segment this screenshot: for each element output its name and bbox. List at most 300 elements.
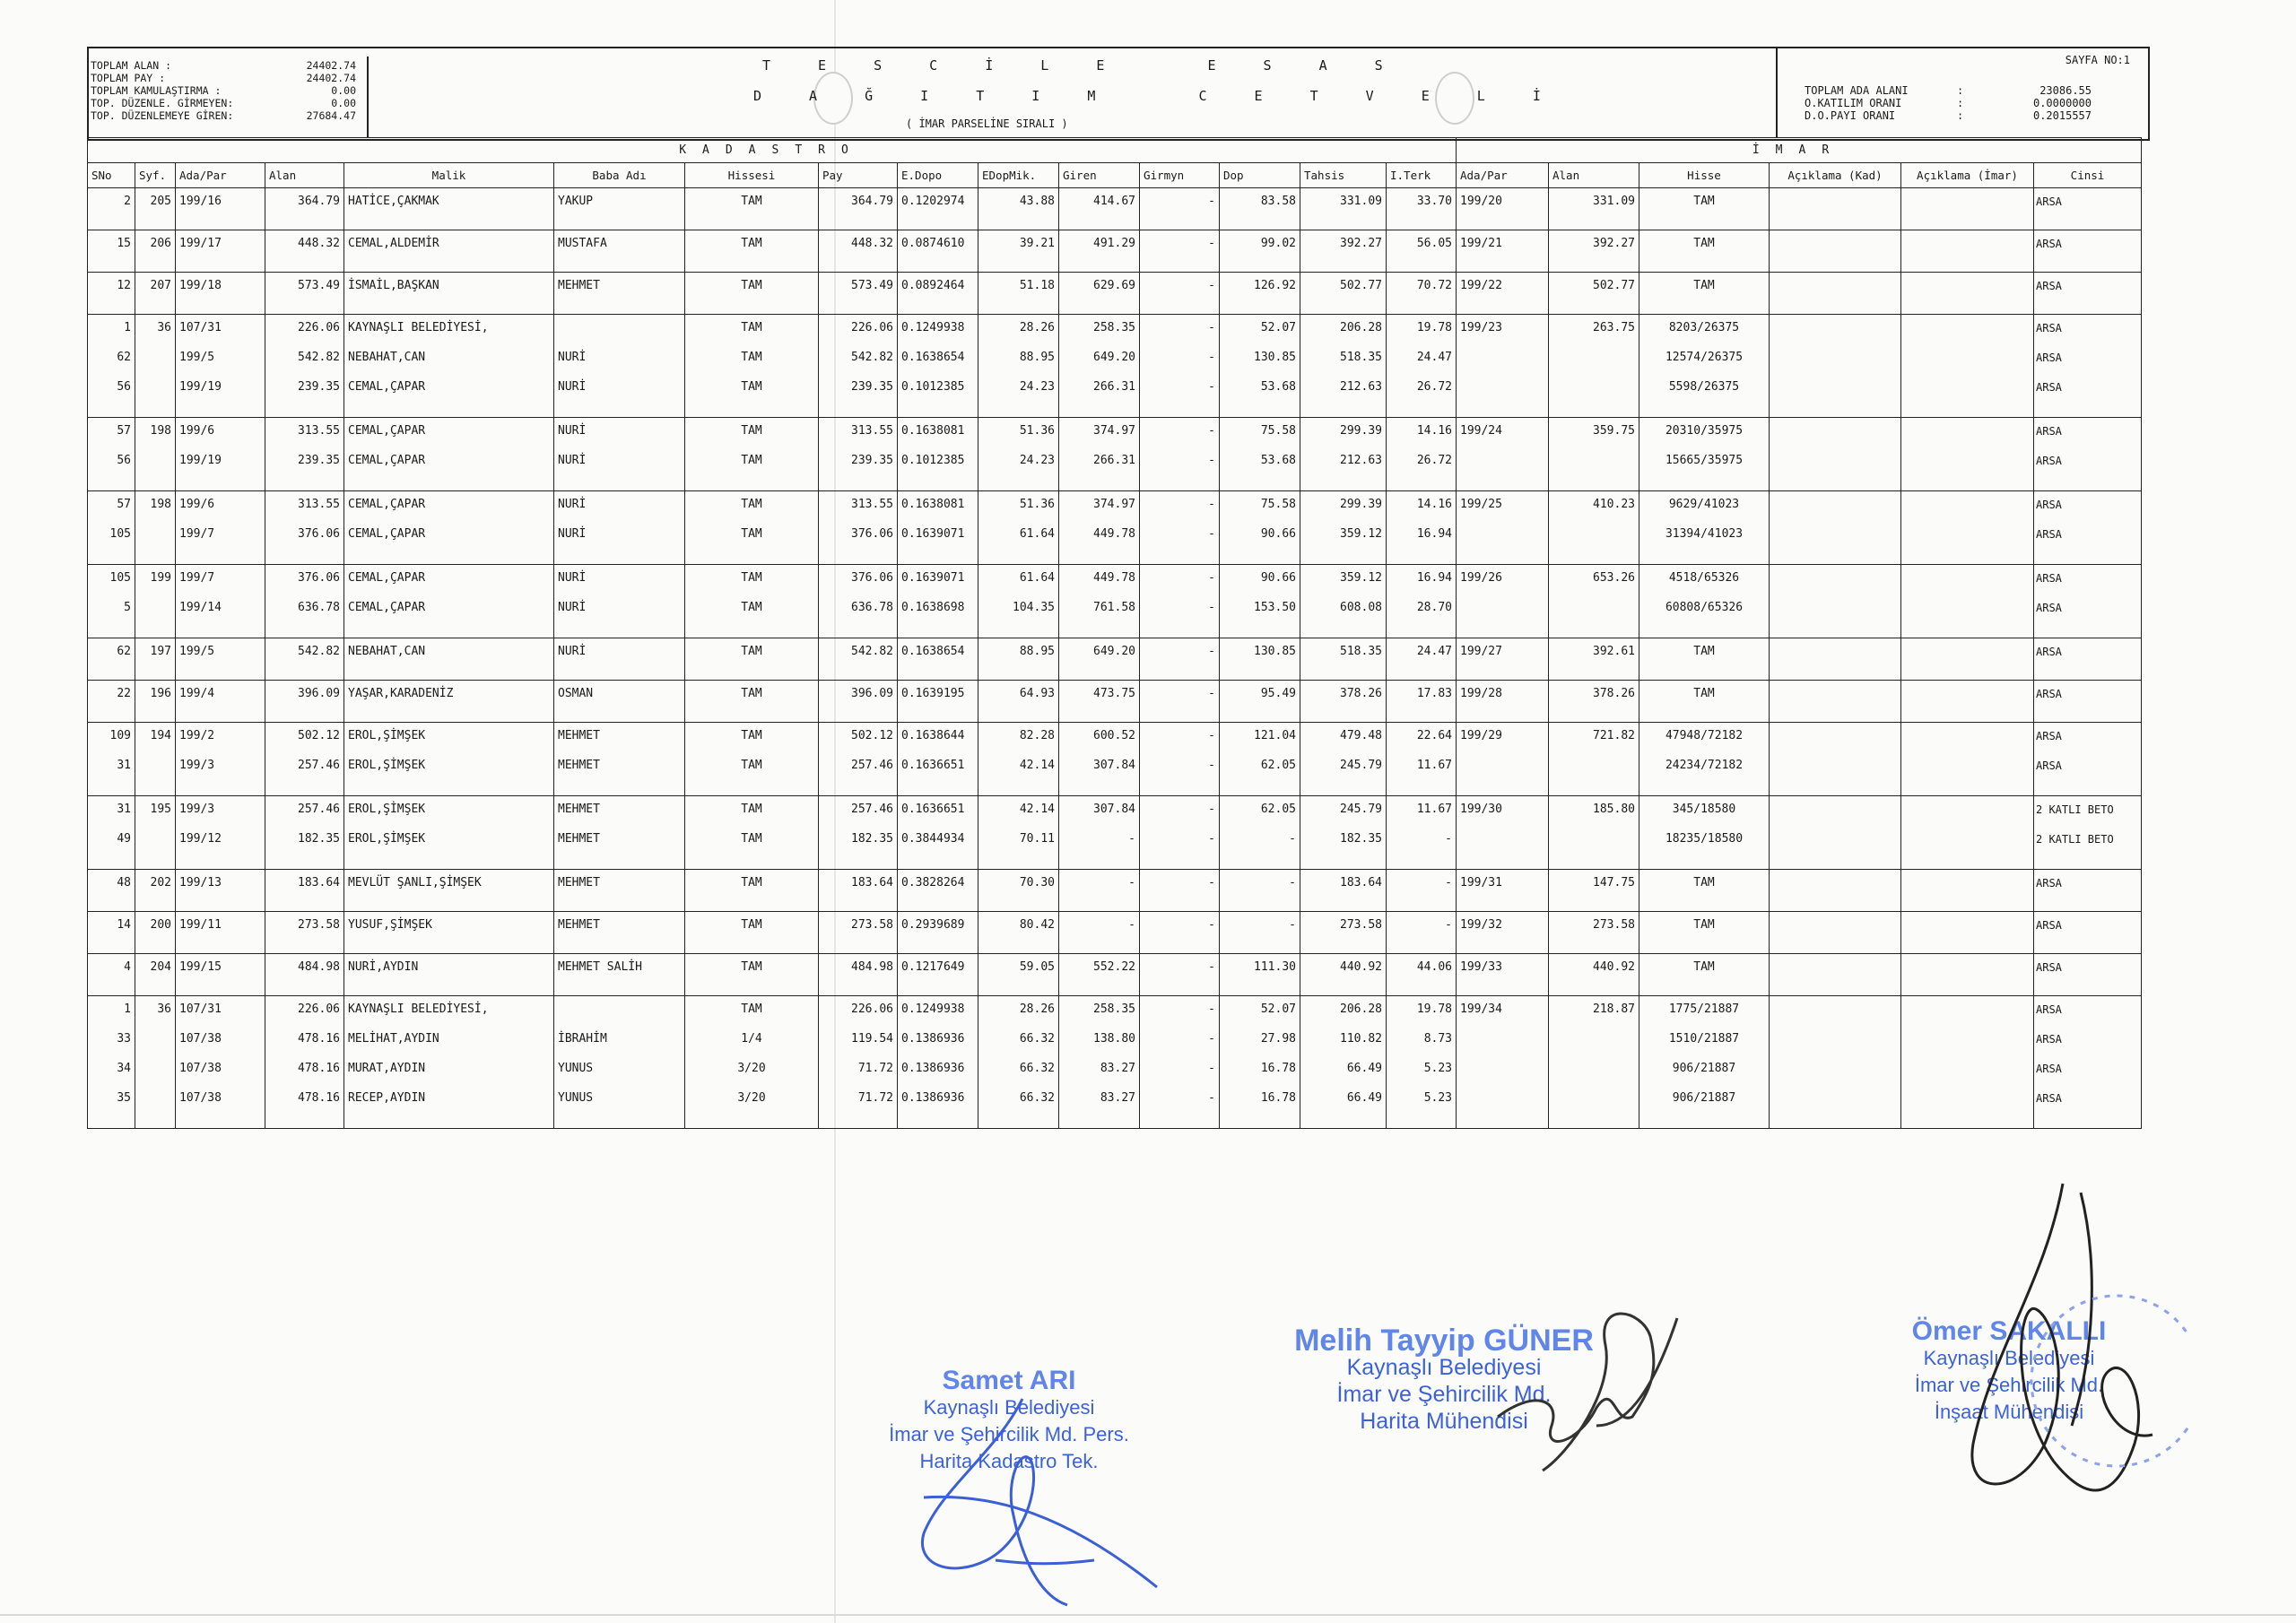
cell-value: 440.92 bbox=[1340, 960, 1382, 974]
cell-value: 1/4 bbox=[741, 1032, 762, 1046]
cell-value: 542.82 bbox=[851, 645, 893, 658]
cell-value: 206.28 bbox=[1340, 321, 1382, 334]
cell-girmyn bbox=[1140, 230, 1220, 273]
summary-row bbox=[91, 72, 367, 84]
cell-value: - bbox=[1208, 803, 1215, 816]
cell-value: 110.82 bbox=[1340, 1032, 1382, 1046]
cell-imar-hisse bbox=[1639, 796, 1770, 870]
cell-value: 28.70 bbox=[1416, 601, 1452, 614]
cell-value: MEHMET bbox=[558, 279, 600, 292]
signer-name: Ömer SAKALLI bbox=[1911, 1316, 2107, 1346]
cell-value: 8.73 bbox=[1423, 1032, 1452, 1046]
cell-cinsi bbox=[2034, 315, 2142, 418]
cell-baba-adi bbox=[554, 315, 685, 418]
summary-row bbox=[91, 84, 367, 97]
cell-value: 478.16 bbox=[298, 1062, 340, 1075]
cell-edopmik bbox=[978, 188, 1059, 230]
cell-girmyn bbox=[1140, 418, 1220, 491]
cell-imar-alan bbox=[1549, 681, 1639, 723]
cell-value: TAM bbox=[741, 321, 762, 334]
cell-value: 11.67 bbox=[1416, 803, 1452, 816]
cell-aciklama-kad bbox=[1770, 638, 1901, 681]
cell-tahsis bbox=[1300, 912, 1387, 954]
cell-value: 199/4 bbox=[179, 687, 215, 700]
cell-value: 14 bbox=[117, 918, 131, 932]
cell-value: 185.80 bbox=[1593, 803, 1635, 816]
cell-tahsis bbox=[1300, 954, 1387, 996]
document-title: T E S C İ L E E S A S bbox=[762, 57, 1403, 74]
cell-value: 197 bbox=[150, 645, 171, 658]
cell-value: 258.35 bbox=[1093, 1002, 1135, 1016]
cell-value: - bbox=[1208, 759, 1215, 772]
cell-value: 502.12 bbox=[298, 729, 340, 742]
cell-value: 104.35 bbox=[1013, 601, 1055, 614]
cell-value: ARSA bbox=[2036, 688, 2062, 700]
cell-value: 199/6 bbox=[179, 424, 215, 438]
cell-value: YUSUF,ŞİMŞEK bbox=[348, 918, 432, 932]
cell-value: 199/2 bbox=[179, 729, 215, 742]
cell-value: 0.1386936 bbox=[901, 1032, 965, 1046]
cell-value: 266.31 bbox=[1093, 380, 1135, 394]
cell-value: TAM bbox=[1693, 918, 1715, 932]
cell-value: 61.64 bbox=[1019, 527, 1055, 541]
cell-baba-adi bbox=[554, 638, 685, 681]
cell-imar-hisse bbox=[1639, 565, 1770, 638]
cell-imar-alan bbox=[1549, 796, 1639, 870]
cell-alan bbox=[265, 638, 344, 681]
summary-value: 24402.74 bbox=[306, 72, 356, 84]
cell-value: 199/5 bbox=[179, 351, 215, 364]
cell-value: 199/15 bbox=[179, 960, 222, 974]
cell-girmyn bbox=[1140, 996, 1220, 1129]
cell-value: MEHMET bbox=[558, 876, 600, 890]
cell-value: İSMAİL,BAŞKAN bbox=[348, 279, 439, 292]
cell-value: - bbox=[1208, 195, 1215, 208]
ada-info-value: 0.0000000 bbox=[2032, 97, 2092, 109]
cell-imar-hisse bbox=[1639, 996, 1770, 1129]
cell-value: 484.98 bbox=[298, 960, 340, 974]
cell-value: 35 bbox=[117, 1091, 131, 1105]
cell-value: 75.58 bbox=[1260, 424, 1296, 438]
table-body bbox=[88, 188, 2142, 1129]
cell-value: 83.27 bbox=[1100, 1091, 1135, 1105]
cell-value: 130.85 bbox=[1254, 351, 1296, 364]
cell-hissesi bbox=[685, 188, 819, 230]
cell-value: 49 bbox=[117, 832, 131, 846]
cell-value: 71.72 bbox=[857, 1091, 893, 1105]
cell-hissesi bbox=[685, 723, 819, 796]
summary-value: 0.00 bbox=[331, 84, 356, 97]
cell-imar-hisse bbox=[1639, 681, 1770, 723]
cell-malik bbox=[344, 565, 554, 638]
cell-edopmik bbox=[978, 315, 1059, 418]
cell-e-dopo bbox=[898, 912, 978, 954]
col-header-aciklama-kad: Açıklama (Kad) bbox=[1770, 163, 1901, 188]
cell-dop bbox=[1220, 188, 1300, 230]
cell-malik bbox=[344, 230, 554, 273]
cell-value: 3/20 bbox=[737, 1062, 766, 1075]
cell-imar-alan bbox=[1549, 723, 1639, 796]
cell-value: ARSA bbox=[2036, 877, 2062, 890]
cell-value: 226.06 bbox=[298, 1002, 340, 1016]
cell-value: 0.1639071 bbox=[901, 527, 965, 541]
cell-value: 182.35 bbox=[298, 832, 340, 846]
signer-line: İmar ve Şehircilik Md. bbox=[1336, 1382, 1552, 1407]
cell-aciklama-kad bbox=[1770, 491, 1901, 565]
cell-tahsis bbox=[1300, 681, 1387, 723]
cell-value: 199/24 bbox=[1460, 424, 1502, 438]
cell-value: - bbox=[1208, 498, 1215, 511]
cell-pay bbox=[819, 188, 898, 230]
signer-line: İmar ve Şehircilik Md. Pers. bbox=[889, 1423, 1129, 1445]
cell-imar-alan bbox=[1549, 188, 1639, 230]
cell-edopmik bbox=[978, 638, 1059, 681]
cell-value: 245.79 bbox=[1340, 759, 1382, 772]
cell-value: - bbox=[1208, 321, 1215, 334]
cell-pay bbox=[819, 418, 898, 491]
cell-value: 364.79 bbox=[851, 195, 893, 208]
cell-value: - bbox=[1208, 645, 1215, 658]
ada-info-sep: : bbox=[1957, 97, 1964, 109]
cell-value: CEMAL,ÇAPAR bbox=[348, 601, 426, 614]
cell-value: 28.26 bbox=[1019, 1002, 1055, 1016]
cell-value: TAM bbox=[741, 729, 762, 742]
cell-value: 182.35 bbox=[851, 832, 893, 846]
cell-value: 48 bbox=[117, 876, 131, 890]
cell-value: 199/6 bbox=[179, 498, 215, 511]
cell-imar-hisse bbox=[1639, 273, 1770, 315]
cell-baba-adi bbox=[554, 681, 685, 723]
cell-value: 200 bbox=[150, 918, 171, 932]
cell-hissesi bbox=[685, 954, 819, 996]
cell-value: 33.70 bbox=[1416, 195, 1452, 208]
cell-ada-par bbox=[176, 188, 265, 230]
col-header-alan: Alan bbox=[265, 163, 344, 188]
cell-value: ARSA bbox=[2036, 1003, 2062, 1016]
cell-girmyn bbox=[1140, 681, 1220, 723]
cell-pay bbox=[819, 723, 898, 796]
cell-ada-par bbox=[176, 418, 265, 491]
cell-pay bbox=[819, 681, 898, 723]
cell-value: - bbox=[1445, 918, 1452, 932]
cell-value bbox=[139, 521, 171, 551]
cell-value: TAM bbox=[741, 571, 762, 585]
col-header-sno: SNo bbox=[88, 163, 135, 188]
col-header-i-terk: I.Terk bbox=[1387, 163, 1457, 188]
cell-ada-par bbox=[176, 723, 265, 796]
cell-value: OSMAN bbox=[558, 687, 594, 700]
cell-syf bbox=[135, 723, 176, 796]
cell-value: 0.1638654 bbox=[901, 351, 965, 364]
cell-dop bbox=[1220, 491, 1300, 565]
cell-value: 31 bbox=[117, 759, 131, 772]
cell-sno bbox=[88, 315, 135, 418]
cell-baba-adi bbox=[554, 418, 685, 491]
cell-value: - bbox=[1208, 687, 1215, 700]
col-header-tahsis: Tahsis bbox=[1300, 163, 1387, 188]
cell-value: 376.06 bbox=[298, 527, 340, 541]
cell-value: 653.26 bbox=[1593, 571, 1635, 585]
cell-girmyn bbox=[1140, 723, 1220, 796]
cell-value: TAM bbox=[741, 195, 762, 208]
table-row bbox=[88, 315, 2142, 418]
cell-value: 376.06 bbox=[298, 571, 340, 585]
cell-syf bbox=[135, 870, 176, 912]
cell-value: TAM bbox=[741, 687, 762, 700]
cell-girmyn bbox=[1140, 796, 1220, 870]
cell-value: 273.58 bbox=[851, 918, 893, 932]
cell-value: 64.93 bbox=[1019, 687, 1055, 700]
cell-e-dopo bbox=[898, 723, 978, 796]
signer-line: Kaynaşlı Belediyesi bbox=[1346, 1355, 1542, 1380]
cell-value: 107/38 bbox=[179, 1091, 222, 1105]
ada-info-sep: : bbox=[1957, 109, 1964, 122]
cell-value: 0.2939689 bbox=[901, 918, 965, 932]
cell-value: - bbox=[1208, 571, 1215, 585]
cell-value: 0.3828264 bbox=[901, 876, 965, 890]
cell-value: - bbox=[1208, 832, 1215, 846]
cell-value: 2 KATLI BETO bbox=[2036, 833, 2114, 846]
cell-value: 0.1638644 bbox=[901, 729, 965, 742]
cell-value: 199/34 bbox=[1460, 1002, 1502, 1016]
cell-edopmik bbox=[978, 565, 1059, 638]
table-row bbox=[88, 996, 2142, 1129]
cell-value: MEHMET bbox=[558, 759, 600, 772]
cell-value: 1510/21887 bbox=[1668, 1032, 1740, 1046]
cell-value: 449.78 bbox=[1093, 571, 1135, 585]
cell-value: TAM bbox=[741, 1002, 762, 1016]
cell-baba-adi bbox=[554, 230, 685, 273]
cell-aciklama-kad bbox=[1770, 723, 1901, 796]
cell-pay bbox=[819, 996, 898, 1129]
cell-imar-ada-par bbox=[1457, 681, 1549, 723]
cell-value: 199/12 bbox=[179, 832, 222, 846]
cell-i-terk bbox=[1387, 870, 1457, 912]
cell-value: 331.09 bbox=[1593, 195, 1635, 208]
cell-giren bbox=[1059, 912, 1140, 954]
col-header-baba-adi: Baba Adı bbox=[554, 163, 685, 188]
col-header-aciklama-imar: Açıklama (İmar) bbox=[1901, 163, 2034, 188]
cell-sno bbox=[88, 912, 135, 954]
cell-value: 42.14 bbox=[1019, 803, 1055, 816]
page-number: SAYFA NO:1 bbox=[2065, 54, 2130, 66]
cell-value: - bbox=[1208, 424, 1215, 438]
cell-value: 62.05 bbox=[1260, 803, 1296, 816]
cell-value: NURİ bbox=[558, 527, 587, 541]
col-header-edopmik: EDopMik. bbox=[978, 163, 1059, 188]
cell-value: 99.02 bbox=[1260, 237, 1296, 250]
cell-dop bbox=[1220, 638, 1300, 681]
cell-value: 392.27 bbox=[1593, 237, 1635, 250]
cell-value: TAM bbox=[741, 960, 762, 974]
signer-name: Samet ARI bbox=[942, 1366, 1076, 1395]
cell-e-dopo bbox=[898, 796, 978, 870]
cell-value: NURİ,AYDIN bbox=[348, 960, 419, 974]
cell-value: 199/3 bbox=[179, 759, 215, 772]
signer-line: Harita Mühendisi bbox=[1360, 1409, 1528, 1434]
cell-baba-adi bbox=[554, 565, 685, 638]
cell-dop bbox=[1220, 996, 1300, 1129]
col-header-girmyn: Girmyn bbox=[1140, 163, 1220, 188]
cell-hissesi bbox=[685, 796, 819, 870]
cell-value: 90.66 bbox=[1260, 527, 1296, 541]
cell-value: 82.28 bbox=[1019, 729, 1055, 742]
cell-value: - bbox=[1208, 527, 1215, 541]
cell-value: 906/21887 bbox=[1672, 1091, 1736, 1105]
cell-i-terk bbox=[1387, 681, 1457, 723]
cell-value: 119.54 bbox=[851, 1032, 893, 1046]
cell-ada-par bbox=[176, 870, 265, 912]
cell-aciklama-imar bbox=[1901, 912, 2034, 954]
cell-value: 204 bbox=[150, 960, 171, 974]
cell-value: 12574/26375 bbox=[1665, 351, 1744, 364]
cell-syf bbox=[135, 796, 176, 870]
cell-imar-ada-par bbox=[1457, 418, 1549, 491]
cell-value: 31394/41023 bbox=[1665, 527, 1744, 541]
cell-value: 27.98 bbox=[1260, 1032, 1296, 1046]
cell-value: 199/29 bbox=[1460, 729, 1502, 742]
cell-value bbox=[139, 374, 171, 404]
cell-value bbox=[558, 315, 681, 344]
cell-aciklama-kad bbox=[1770, 273, 1901, 315]
cell-value: 88.95 bbox=[1019, 645, 1055, 658]
table-row bbox=[88, 188, 2142, 230]
cell-value: ARSA bbox=[2036, 195, 2062, 208]
cell-value: 410.23 bbox=[1593, 498, 1635, 511]
cell-value: 502.77 bbox=[1593, 279, 1635, 292]
cell-hissesi bbox=[685, 491, 819, 565]
cell-value bbox=[139, 1026, 171, 1055]
cell-value: 218.87 bbox=[1593, 1002, 1635, 1016]
cell-aciklama-kad bbox=[1770, 418, 1901, 491]
cell-sno bbox=[88, 954, 135, 996]
cell-cinsi bbox=[2034, 638, 2142, 681]
ada-info-label: O.KATILIM ORANI bbox=[1805, 97, 1902, 109]
cell-value: CEMAL,ÇAPAR bbox=[348, 424, 426, 438]
cell-value: 80.42 bbox=[1019, 918, 1055, 932]
cell-cinsi bbox=[2034, 230, 2142, 273]
table-row bbox=[88, 796, 2142, 870]
cell-value: 257.46 bbox=[851, 759, 893, 772]
cell-aciklama-imar bbox=[1901, 638, 2034, 681]
cell-e-dopo bbox=[898, 230, 978, 273]
cell-value: 36 bbox=[157, 321, 171, 334]
cell-value: 199/31 bbox=[1460, 876, 1502, 890]
cell-value: 649.20 bbox=[1093, 645, 1135, 658]
cell-imar-alan bbox=[1549, 565, 1639, 638]
cell-value: 573.49 bbox=[298, 279, 340, 292]
cell-value: 0.1202974 bbox=[901, 195, 965, 208]
cell-sno bbox=[88, 230, 135, 273]
cell-value: 18235/18580 bbox=[1665, 832, 1744, 846]
cell-imar-hisse bbox=[1639, 418, 1770, 491]
cell-dop bbox=[1220, 565, 1300, 638]
cell-ada-par bbox=[176, 230, 265, 273]
cell-value bbox=[139, 344, 171, 374]
cell-ada-par bbox=[176, 638, 265, 681]
cell-ada-par bbox=[176, 796, 265, 870]
cell-value: 198 bbox=[150, 498, 171, 511]
cell-value: 51.18 bbox=[1019, 279, 1055, 292]
cell-i-terk bbox=[1387, 315, 1457, 418]
summary-value: 0.00 bbox=[331, 97, 356, 109]
cell-value: 59.05 bbox=[1019, 960, 1055, 974]
cell-value: 331.09 bbox=[1340, 195, 1382, 208]
summary-block bbox=[87, 56, 369, 137]
cell-malik bbox=[344, 315, 554, 418]
cell-baba-adi bbox=[554, 723, 685, 796]
cell-value: ARSA bbox=[2036, 572, 2062, 585]
cell-value: 608.08 bbox=[1340, 601, 1382, 614]
cell-value: 0.3844934 bbox=[901, 832, 965, 846]
cell-cinsi bbox=[2034, 954, 2142, 996]
ada-info-value: 23086.55 bbox=[2039, 84, 2092, 97]
cell-aciklama-imar bbox=[1901, 796, 2034, 870]
cell-ada-par bbox=[176, 912, 265, 954]
cell-baba-adi bbox=[554, 491, 685, 565]
cell-aciklama-imar bbox=[1901, 230, 2034, 273]
cell-value: 199/26 bbox=[1460, 571, 1502, 585]
cell-value: 199/14 bbox=[179, 601, 222, 614]
cell-value: 183.64 bbox=[851, 876, 893, 890]
cell-value: 105 bbox=[109, 571, 131, 585]
cell-value: 199/7 bbox=[179, 527, 215, 541]
cell-dop bbox=[1220, 230, 1300, 273]
cell-value: 359.75 bbox=[1593, 424, 1635, 438]
cell-hissesi bbox=[685, 418, 819, 491]
cell-value: 448.32 bbox=[851, 237, 893, 250]
cell-value: TAM bbox=[741, 645, 762, 658]
cell-value: 36 bbox=[157, 1002, 171, 1016]
cell-pay bbox=[819, 230, 898, 273]
cell-baba-adi bbox=[554, 188, 685, 230]
cell-value: 107/38 bbox=[179, 1062, 222, 1075]
cell-value: 9629/41023 bbox=[1668, 498, 1740, 511]
ada-info-block bbox=[1776, 47, 2146, 137]
cell-imar-ada-par bbox=[1457, 230, 1549, 273]
cell-tahsis bbox=[1300, 723, 1387, 796]
cell-value: 396.09 bbox=[298, 687, 340, 700]
cell-value: 22 bbox=[117, 687, 131, 700]
cell-tahsis bbox=[1300, 996, 1387, 1129]
cell-imar-alan bbox=[1549, 315, 1639, 418]
cell-value: 199/3 bbox=[179, 803, 215, 816]
cell-imar-ada-par bbox=[1457, 723, 1549, 796]
col-header-giren: Giren bbox=[1059, 163, 1140, 188]
cell-e-dopo bbox=[898, 638, 978, 681]
summary-row bbox=[91, 97, 367, 109]
cell-value: 721.82 bbox=[1593, 729, 1635, 742]
cell-value: CEMAL,ÇAPAR bbox=[348, 571, 426, 585]
cell-value: 636.78 bbox=[298, 601, 340, 614]
cell-value: - bbox=[1208, 454, 1215, 467]
cell-value: 34 bbox=[117, 1062, 131, 1075]
cell-value: 14.16 bbox=[1416, 498, 1452, 511]
cell-value: 194 bbox=[150, 729, 171, 742]
cell-value: 199 bbox=[150, 571, 171, 585]
cell-value: 239.35 bbox=[851, 454, 893, 467]
cell-value: 629.69 bbox=[1093, 279, 1135, 292]
cell-aciklama-imar bbox=[1901, 870, 2034, 912]
cell-hissesi bbox=[685, 681, 819, 723]
cell-value: 107/38 bbox=[179, 1032, 222, 1046]
cell-value: MEHMET bbox=[558, 729, 600, 742]
cell-value: 66.32 bbox=[1019, 1032, 1055, 1046]
cell-value: YUNUS bbox=[558, 1062, 594, 1075]
cell-value: - bbox=[1208, 960, 1215, 974]
cell-value: TAM bbox=[741, 454, 762, 467]
cell-syf bbox=[135, 230, 176, 273]
